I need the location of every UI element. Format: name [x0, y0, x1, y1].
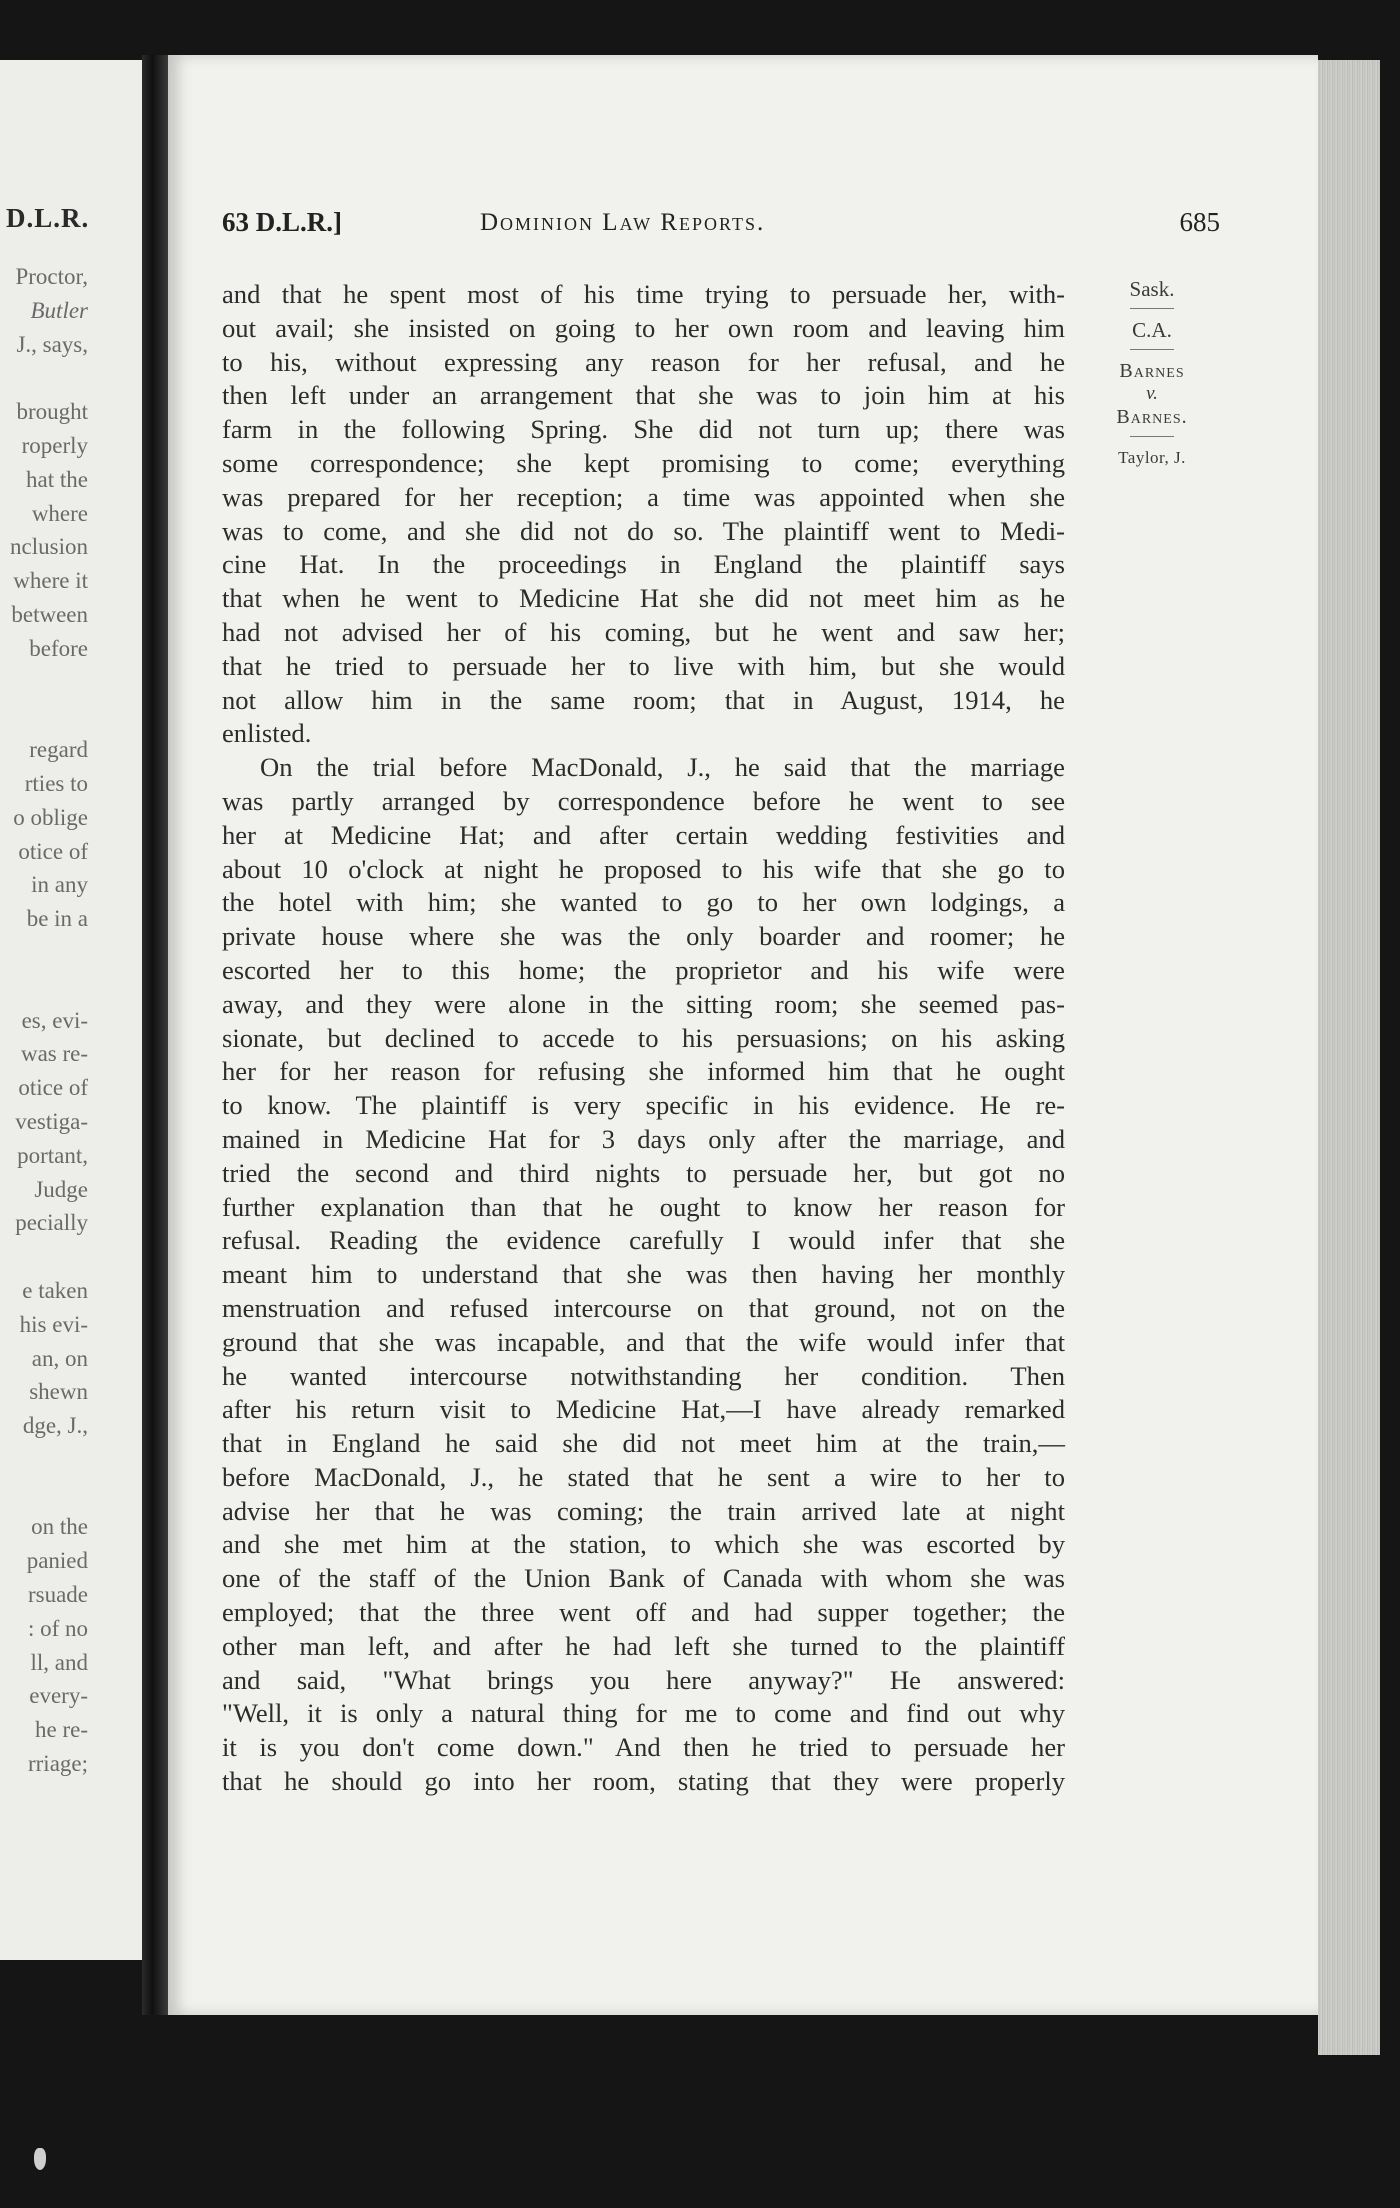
text-line: was partly arranged by correspondence before he went to see [222, 785, 1065, 816]
left-fragment: roperly [21, 432, 88, 458]
left-fragment: otice of [18, 1075, 88, 1101]
text-line: tried the second and third nights to persuade her, but got no [222, 1157, 1065, 1188]
left-fragment: otice of [18, 838, 88, 864]
left-fragment: J., says, [16, 331, 88, 357]
text-line: was prepared for her reception; a time was appointed when she [222, 481, 1065, 512]
left-fragment: every- [29, 1683, 88, 1709]
text-line: her at Medicine Hat; and after certain wedding festivities and [222, 819, 1065, 850]
margin-court: C.A. [1132, 318, 1172, 342]
text-line: and she met him at the station, to which she was escorted by [222, 1529, 1065, 1560]
left-fragment: Proctor, [15, 264, 88, 289]
left-fragment: es, evi- [21, 1007, 88, 1033]
running-title: Dominion Law Reports. [480, 209, 766, 236]
left-fragment: panied [26, 1548, 88, 1574]
left-fragment: an, on [31, 1345, 88, 1371]
text-line: had not advised her of his coming, but he went and saw her; [222, 616, 1065, 647]
text-line: private house where she was the only boarder and roomer; he [222, 921, 1065, 952]
text-line: out avail; she insisted on going to her own room and leaving him [222, 312, 1065, 343]
left-fragment: was re- [20, 1041, 88, 1067]
text-line: enlisted. [222, 718, 312, 749]
left-fragment [0, 666, 88, 700]
left-fragment: : of no [27, 1615, 88, 1641]
left-fragment: his evi- [19, 1311, 88, 1337]
text-line: escorted her to this home; the proprietor and his wife were [222, 954, 1065, 985]
left-fragment: Butler [30, 297, 88, 323]
text-line: one of the staff of the Union Bank of Canada with whom she was [222, 1563, 1065, 1594]
text-line: further explanation than that he ought to know her reason for [222, 1191, 1065, 1222]
left-fragment: where it [13, 568, 88, 594]
text-line: to his, without expressing any reason for her refusal, and he [222, 346, 1065, 377]
text-line: On the trial before MacDonald, J., he said that the marriage [260, 752, 1065, 783]
margin-party-plaintiff: Barnes [1119, 360, 1185, 382]
left-fragment: shewn [29, 1379, 88, 1405]
text-line: sionate, but declined to accede to his persuasions; on his asking [222, 1022, 1065, 1053]
left-fragment: pecially [15, 1210, 88, 1236]
text-line: to know. The plaintiff is very specific in his evidence. He re- [222, 1090, 1065, 1121]
text-line: not allow him in the same room; that in August, 1914, he [222, 684, 1065, 715]
text-line: that he tried to persuade her to live with him, but she would [222, 650, 1065, 681]
text-line: "Well, it is only a natural thing for me to come and find out why [222, 1698, 1065, 1729]
margin-rule [1130, 308, 1174, 309]
text-line: that when he went to Medicine Hat she did not meet him as he [222, 583, 1065, 614]
text-line: mained in Medicine Hat for 3 days only after the marriage, and [222, 1123, 1065, 1154]
left-fragment [0, 1443, 88, 1477]
text-line: after his return visit to Medicine Hat,—I have already remarked [222, 1394, 1065, 1425]
text-line: that he should go into her room, stating that they were properly [222, 1766, 1065, 1797]
left-fragment: o oblige [13, 804, 88, 830]
left-fragment: he re- [35, 1717, 88, 1743]
text-line: that in England he said she did not meet him at the train,— [222, 1428, 1065, 1459]
margin-notes [1092, 276, 1212, 471]
body-text [222, 278, 1065, 1799]
left-fragment: on the [31, 1514, 88, 1540]
left-fragment [0, 1240, 88, 1274]
text-line: and that he spent most of his time trying to persuade her, with- [222, 279, 1065, 309]
text-line: the hotel with him; she wanted to go to her own lodgings, a [222, 887, 1065, 918]
text-line: then left under an arrangement that she was to join him at his [222, 380, 1065, 411]
left-fragment: in any [31, 872, 88, 898]
text-line: menstruation and refused intercourse on that ground, not on the [222, 1292, 1065, 1323]
left-fragment: portant, [17, 1142, 88, 1168]
text-line: away, and they were alone in the sitting room; she seemed pas- [222, 988, 1065, 1019]
text-line: ground that she was incapable, and that the wife would infer that [222, 1326, 1065, 1357]
left-fragment [0, 970, 88, 1004]
volume-citation: 63 D.L.R.] [222, 207, 342, 237]
text-line: about 10 o'clock at night he proposed to his wife that she go to [222, 853, 1065, 884]
page-number: 685 [1179, 207, 1220, 237]
left-fragment: vestiga- [15, 1108, 88, 1134]
margin-judge: Taylor, J. [1118, 448, 1186, 467]
left-fragment: before [29, 635, 88, 661]
left-fragment [0, 936, 88, 970]
left-fragment: ll, and [30, 1649, 88, 1675]
left-fragment: rsuade [27, 1582, 88, 1608]
margin-province: Sask. [1129, 277, 1175, 301]
text-line: meant him to understand that she was then having her monthly [222, 1259, 1065, 1290]
left-fragment: dge, J., [22, 1413, 88, 1439]
left-fragment: rties to [24, 770, 88, 796]
text-line: farm in the following Spring. She did not turn up; there was [222, 414, 1065, 445]
text-line: before MacDonald, J., he stated that he sent a wire to her to [222, 1461, 1065, 1492]
left-fragment: rriage; [27, 1751, 88, 1777]
left-fragment [0, 699, 88, 733]
left-page-header: D.L.R. [6, 203, 90, 233]
left-fragment: between [11, 601, 88, 627]
text-line: other man left, and after he had left she turned to the plaintiff [222, 1630, 1065, 1661]
left-fragment: e taken [22, 1277, 88, 1303]
left-fragment [0, 1477, 88, 1511]
left-fragment: regard [29, 737, 88, 763]
left-fragment: nclusion [10, 534, 88, 560]
scan-speck [34, 2148, 46, 2170]
text-line: her for her reason for refusing she informed him that he ought [222, 1056, 1065, 1087]
text-line: cine Hat. In the proceedings in England the plaintiff says [222, 549, 1065, 580]
text-line: advise her that he was coming; the train arrived late at night [222, 1495, 1065, 1526]
left-fragment: Judge [34, 1176, 88, 1202]
margin-party-defendant: Barnes. [1116, 406, 1188, 428]
text-line: and said, "What brings you here anyway?" He answered: [222, 1664, 1065, 1695]
page-header [222, 207, 1220, 247]
left-fragment: be in a [26, 906, 88, 932]
text-line: it is you don't come down." And then he tried to persuade her [222, 1732, 1065, 1763]
left-fragment: where [31, 500, 88, 526]
book-gutter [142, 55, 168, 2015]
left-fragment [0, 361, 88, 395]
text-line: he wanted intercourse notwithstanding her condition. Then [222, 1360, 1065, 1391]
margin-rule [1130, 349, 1174, 350]
text-line: was to come, and she did not do so. The plaintiff went to Medi- [222, 515, 1065, 546]
left-fragment: hat the [26, 466, 88, 492]
page-edges [1318, 60, 1380, 2055]
text-line: refusal. Reading the evidence carefully I would infer that she [222, 1225, 1065, 1256]
margin-versus: v. [1146, 383, 1158, 404]
text-line: some correspondence; she kept promising to come; everything [222, 447, 1065, 478]
left-facing-page [0, 60, 142, 1960]
left-fragment: brought [16, 399, 88, 425]
text-line: employed; that the three went off and had supper together; the [222, 1597, 1065, 1628]
left-page-text-fragments [0, 260, 88, 1781]
margin-rule [1130, 436, 1174, 437]
